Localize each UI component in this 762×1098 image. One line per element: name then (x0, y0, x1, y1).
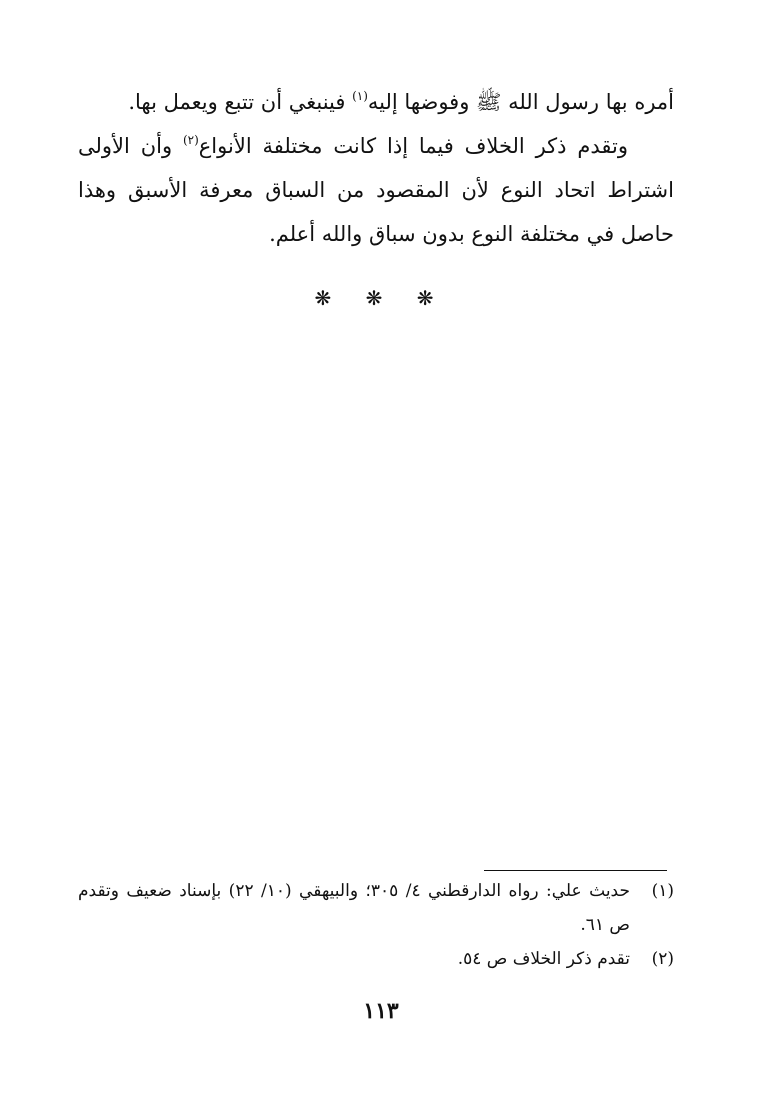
footnote-ref-1: (١) (352, 89, 368, 103)
footnote-2-number: (٢) (651, 949, 674, 969)
footnote-2-text: تقدم ذكر الخلاف ص ٥٤. (457, 949, 630, 969)
footnote-ref-2: (٢) (182, 133, 199, 147)
footnote-divider (484, 870, 667, 871)
paragraph-1-text-start: أمره بها رسول الله ﷺ وفوضها إليه (367, 90, 674, 114)
footnote-1-text: حديث علي: رواه الدارقطني ٤/ ٣٠٥؛ والبيهقي (١٠/ ٢٢) بإسناد ضعيف وتقدم ص ٦١. (78, 881, 630, 935)
paragraph-2-text-start: وتقدم ذكر الخلاف فيما إذا كانت مختلفة الأنواع (198, 134, 628, 158)
paragraph-1-text-end: فينبغي أن تتبع ويعمل بها. (128, 90, 353, 114)
footnote-1 (78, 874, 674, 942)
main-text (78, 80, 674, 256)
paragraph-2-text-end: وأن الأولى اشتراط اتحاد النوع لأن المقصود من السباق معرفة الأسبق وهذا حاصل في مختلفة النوع بدون سباق والله أعلم. (78, 134, 674, 246)
paragraph-1 (78, 80, 674, 124)
page-number: ١١٣ (363, 998, 399, 1024)
section-separator: ❋ ❋ ❋ (314, 286, 448, 310)
footnotes (78, 874, 674, 976)
paragraph-2 (78, 124, 674, 256)
footnote-1-number: (١) (651, 881, 674, 901)
footnote-2 (78, 942, 674, 976)
